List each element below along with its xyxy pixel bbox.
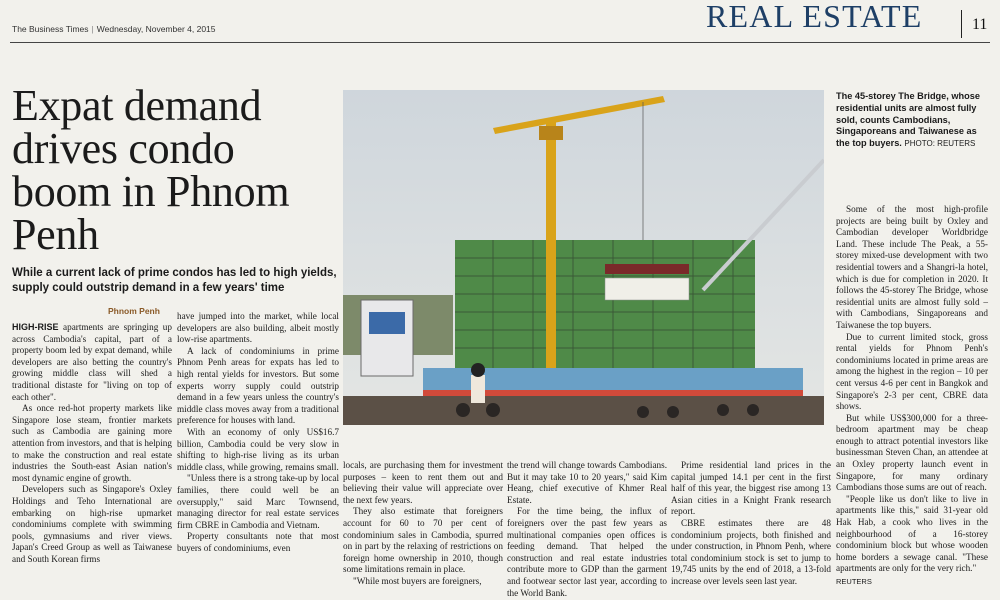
body-paragraph: As once red-hot property markets like Singapore lose steam, frontier markets such as Cambodia are gaining more attention from investors, and that is helping to make the construction and real estate industries the South-east Asian nation's most dynamic engine of growth. bbox=[12, 403, 172, 483]
body-paragraph: Due to current limited stock, gross rental yields for Phnom Penh's condominiums located in prime areas are among the highest in the region – 10 per cent versus 4-6 per cent in Bangkok and Singapore's 2-3 per cent, CBRE data shows. bbox=[836, 331, 988, 412]
construction-site-illustration bbox=[343, 90, 824, 425]
photo-credit: PHOTO: REUTERS bbox=[904, 139, 976, 149]
body-paragraph: Developers such as Singapore's Oxley Holdings and Teho International are embarking on high-rise upmarket condominiums complete with swimming pools, gymnasiums and river views. Japan's Creed Group as well as Taiwanese and South Korean firms bbox=[12, 484, 172, 564]
publication-name: The Business Times bbox=[12, 24, 89, 34]
body-paragraph: With an economy of only US$16.7 billion, Cambodia could be very slow in shifting to high-rise living as its urban middle class, while growing, remains small. bbox=[177, 426, 339, 472]
body-paragraph: A lack of condominiums in prime Phnom Penh areas for expats has led to high rental yields for investors. But some experts worry supply could outstrip demand in a few years unless the country's middle class moves away from a traditional preference for houses with land. bbox=[177, 345, 339, 426]
body-column-1 bbox=[12, 322, 172, 565]
article-headline: Expat demand drives condo boom in Phnom Penh bbox=[12, 81, 290, 259]
article-dateline: Phnom Penh bbox=[108, 306, 160, 316]
body-column-5 bbox=[671, 460, 831, 588]
body-paragraph: Property consultants note that most buyers of condominiums, even bbox=[177, 531, 339, 553]
body-paragraph: For the time being, the influx of foreigners over the past few years as multinational companies open offices is feeding demand. That helped the construction and real estate industries contribute more to GDP than the garment and footwear sector last year, according to the World Bank. bbox=[507, 506, 667, 598]
article-source-credit: REUTERS bbox=[836, 577, 872, 586]
body-paragraph: But while US$300,000 for a three-bedroom apartment may be cheap enough to attract potential investors like businessman Steven Chan, an attendee at an Oxley property launch event in Singapore, for many ordinary Cambodians those sums are out of reach. bbox=[836, 412, 988, 493]
body-paragraph: locals, are purchasing them for investment purposes – keen to rent them out and believing their value will appreciate over the next few years. bbox=[343, 460, 503, 505]
body-column-6 bbox=[836, 204, 988, 588]
construction-photo bbox=[343, 90, 824, 425]
body-paragraph: "While most buyers are foreigners, bbox=[353, 575, 482, 586]
body-paragraph: CBRE estimates there are 48 condominium projects, both finished and under construction, in Phnom Penh, where total condominium stock is set to jump to 19,745 units by the end of 2018, a 13-fold increase over levels seen last year. bbox=[671, 517, 831, 586]
body-column-4 bbox=[507, 460, 667, 599]
lead-text: apartments are springing up across Cambodia's capital, part of a property boom led by expat demand, while developers are also betting the country's growing middle class will shed a traditional distaste for "living on top of each other". bbox=[12, 322, 172, 402]
crane-mast bbox=[546, 118, 556, 368]
publication-date: Wednesday, November 4, 2015 bbox=[96, 24, 216, 34]
lead-word: HIGH-RISE bbox=[12, 322, 59, 332]
masthead-divider bbox=[961, 10, 962, 38]
building-scaffold bbox=[455, 240, 755, 370]
rider bbox=[471, 375, 485, 403]
billboard-graphic bbox=[369, 312, 405, 334]
body-paragraph: Some of the most high-profile projects are being built by Oxley and Cambodian developer Worldbridge Land. These include The Peak, a 55-storey mixed-use development with two residential towers and a Shangri-la hotel, which is due for completion in 2020. It follows the 45-storey The Bridge, whose residential units are almost fully sold – with Cambodians, Singaporeans and Taiwanese the top buyers. bbox=[836, 204, 988, 330]
photo-caption bbox=[836, 91, 988, 150]
body-paragraph: Prime residential land prices in the capital jumped 14.1 per cent in the first half of this year, the biggest rise among 13 Asian cities in a Knight Frank research report. bbox=[671, 460, 831, 517]
crane-cab bbox=[539, 126, 563, 140]
billboard bbox=[361, 300, 413, 376]
masthead-publication-line bbox=[12, 24, 216, 34]
article-deck: While a current lack of prime condos has led to high yields, supply could outstrip demand in a few years' time bbox=[12, 267, 337, 294]
section-title: REAL ESTATE bbox=[706, 0, 923, 34]
page-number: 11 bbox=[972, 16, 988, 33]
building-banner bbox=[605, 278, 689, 300]
body-paragraph: the trend will change towards Cambodians. But it may take 10 to 20 years," said Kim Heang, chief executive of Khmer Real Estate. bbox=[507, 460, 667, 505]
body-paragraph: "People like us don't like to live in apartments like this," said 31-year old Hak Hab, a cook who lives in the neighbourhood of a 16-storey condominium block but whose wooden home borders a sewage canal. "These apartments are only for the very rich." bbox=[836, 493, 988, 574]
body-column-3 bbox=[343, 460, 503, 588]
building-sign bbox=[605, 264, 689, 274]
body-paragraph: They also estimate that foreigners account for 60 to 70 per cent of condominium sales in Cambodia, spurred on in part by the relaxing of restrictions on foreign home ownership in 2010, though some limitations remain in place. bbox=[343, 506, 503, 575]
body-paragraph: have jumped into the market, while local developers are also building, albeit mostly low-rise apartments. bbox=[177, 311, 339, 345]
body-column-2 bbox=[177, 311, 339, 554]
masthead-rule bbox=[10, 42, 990, 43]
rider-helmet bbox=[471, 363, 485, 377]
masthead-separator: | bbox=[91, 24, 94, 34]
body-paragraph: "Unless there is a strong take-up by local families, there could well be an oversupply," said Marc Townsend, managing director for real estate services firm CBRE in Cambodia and Vietnam. bbox=[177, 473, 339, 530]
lead-paragraph bbox=[12, 322, 172, 403]
caption-text: The 45-storey The Bridge, whose residential units are almost fully sold, counts Cambodians, Singaporeans and Taiwanese as the top buyers. bbox=[836, 91, 980, 149]
